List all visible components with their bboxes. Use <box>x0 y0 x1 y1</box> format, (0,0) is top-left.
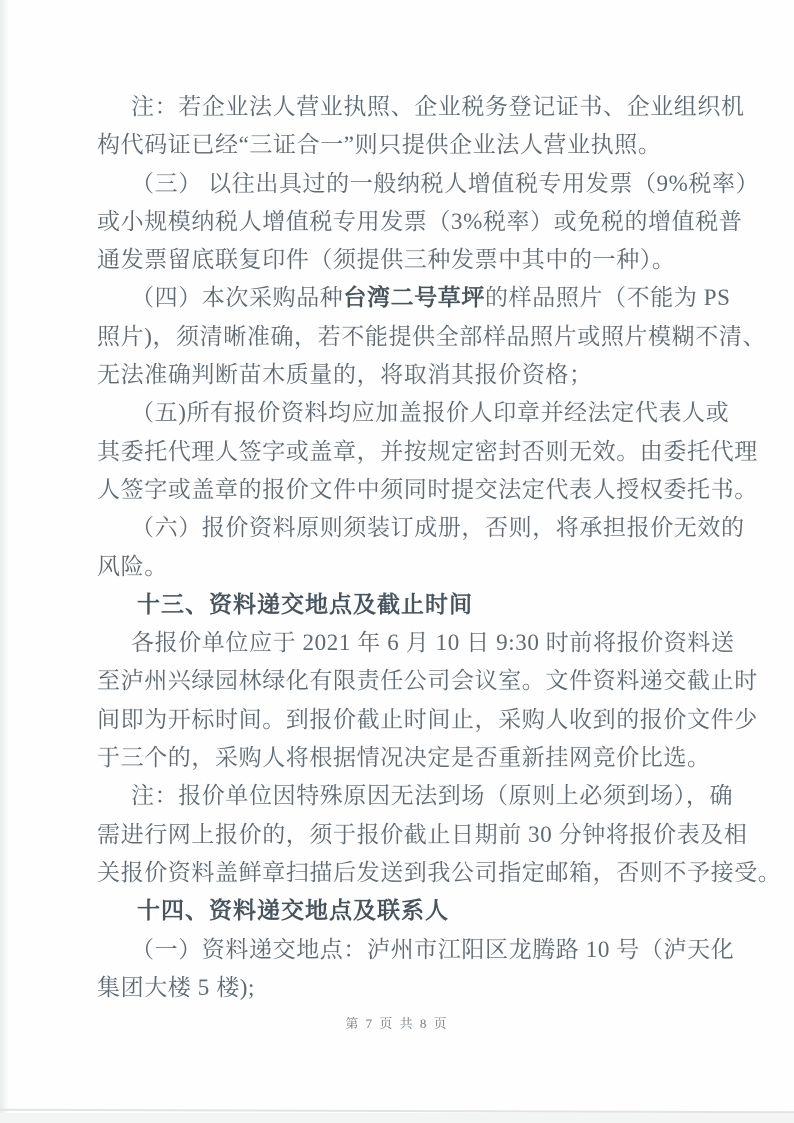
text-run: （四）本次采购品种 <box>131 285 344 311</box>
doc-line <box>97 548 757 586</box>
text-run: 于三个的，采购人将根据情况决定是否重新挂网竞价比选。 <box>97 745 711 771</box>
text-run: 十三、资料递交地点及截止时间 <box>137 591 473 617</box>
doc-line <box>97 816 757 854</box>
text-run: 的样品照片（不能为 PS <box>485 285 731 311</box>
doc-line <box>97 165 760 203</box>
doc-line <box>97 509 757 547</box>
doc-line <box>97 624 757 662</box>
text-run: 人签字或盖章的报价文件中须同时提交法定代表人授权委托书。 <box>97 476 758 502</box>
text-run: 集团大楼 5 楼); <box>97 974 256 1000</box>
text-run: 风险。 <box>97 553 168 579</box>
doc-line <box>97 126 757 164</box>
doc-line <box>97 241 757 279</box>
text-run: 其委托代理人签字或盖章，并按规定密封否则无效。由委托代理 <box>97 438 758 464</box>
doc-line <box>97 662 757 700</box>
text-run: （三） 以往出具过的一般纳税人增值税专用发票（9%税率） <box>131 170 760 196</box>
text-run: 注：报价单位因特殊原因无法到场（原则上必须到场），确 <box>131 783 734 809</box>
text-run: 关报价资料盖鲜章扫描后发送到我公司指定邮箱，否则不予接受。 <box>97 859 782 885</box>
section-heading <box>97 892 757 930</box>
bold-text-run: 台湾二号草坪 <box>343 285 486 311</box>
scan-bottom-edge-area <box>0 1113 794 1123</box>
doc-line <box>97 931 757 969</box>
document-body <box>97 88 782 1007</box>
doc-line <box>97 777 757 815</box>
text-run: 各报价单位应于 2021 年 6 月 10 日 9:30 时前将报价资料送 <box>131 630 735 656</box>
doc-line <box>97 88 757 126</box>
text-run: 照片)，须清晰准确，若不能提供全部样品照片或照片模糊不清、 <box>97 323 767 349</box>
doc-line <box>97 969 757 1007</box>
text-run: 注：若企业法人营业执照、企业税务登记证书、企业组织机 <box>131 94 745 119</box>
doc-line <box>97 356 757 394</box>
doc-line <box>97 279 757 317</box>
section-heading <box>97 586 757 624</box>
text-run: 十四、资料递交地点及联系人 <box>137 898 449 924</box>
doc-line <box>97 471 757 509</box>
text-run: 构代码证已经“三证合一”则只提供企业法人营业执照。 <box>97 132 662 158</box>
text-run: （一）资料递交地点：泸州市江阳区龙腾路 10 号（泸天化 <box>131 936 735 962</box>
page-number-footer: 第 7 页 共 8 页 <box>345 1016 449 1031</box>
doc-line <box>97 433 757 471</box>
text-run: 间即为开标时间。到报价截止时间止，采购人收到的报价文件少 <box>97 706 758 732</box>
scan-left-edge <box>0 0 9 1123</box>
text-run: 需进行网上报价的，须于报价截止日期前 30 分钟将报价表及相 <box>97 821 748 847</box>
doc-line <box>97 701 757 739</box>
doc-line <box>97 394 757 432</box>
text-run: 至泸州兴绿园林绿化有限责任公司会议室。文件资料递交截止时 <box>97 668 758 694</box>
text-run: 或小规模纳税人增值税专用发票（3%税率）或免税的增值税普 <box>97 208 743 234</box>
doc-line <box>97 854 782 892</box>
doc-line <box>97 318 767 356</box>
text-run: （五)所有报价资料均应加盖报价人印章并经法定代表人或 <box>131 400 730 426</box>
doc-line <box>97 739 757 777</box>
text-run: 通发票留底联复印件（须提供三种发票中其中的一种）。 <box>97 247 676 273</box>
text-run: （六）报价资料原则须装订成册，否则，将承担报价无效的 <box>131 515 745 541</box>
doc-line <box>97 203 757 241</box>
text-run: 无法准确判断苗木质量的，将取消其报价资格； <box>97 362 593 388</box>
